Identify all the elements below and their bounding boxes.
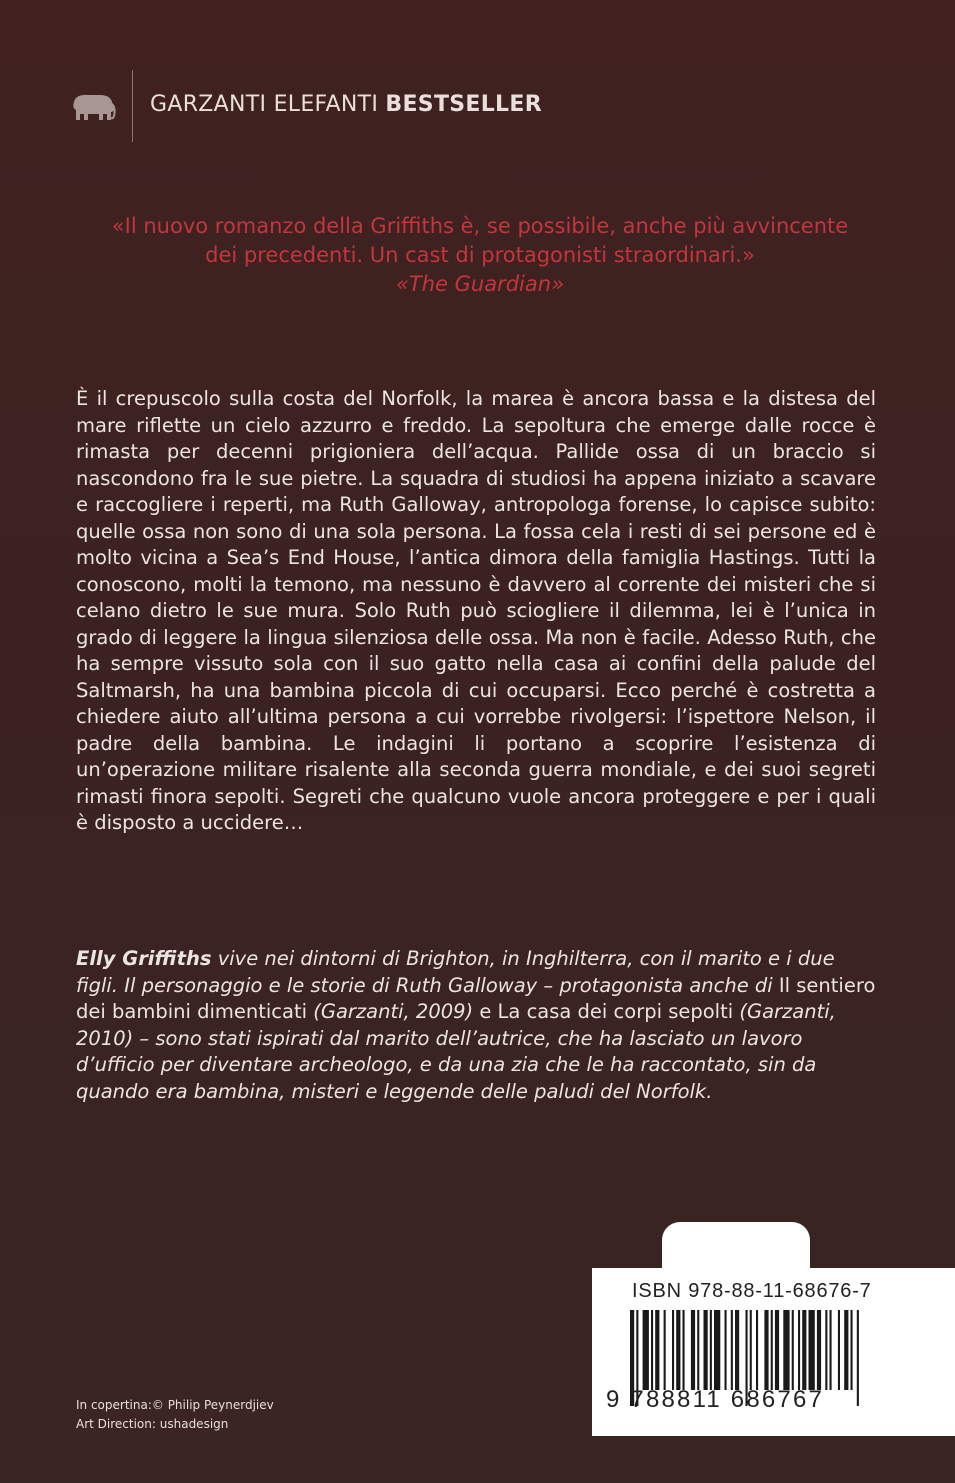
cover-credit-line	[76, 1396, 274, 1415]
barcode-bar	[802, 1310, 806, 1390]
barcode-bar	[655, 1310, 659, 1390]
barcode-bar	[691, 1310, 695, 1390]
author-name: Elly Griffiths	[76, 947, 212, 970]
barcode-bar	[735, 1310, 739, 1390]
bio-part-1: vive nei dintorni di Brighton, in Inghilterra, con il marito e i due figli. Il personaggio e le storie di Ruth Galloway – protagonista anche di	[76, 947, 835, 997]
barcode-bar	[798, 1310, 800, 1390]
bio-part-3: (Garzanti, 2010) – sono stati ispirati dal marito dell’autrice, che ha lasciato un lavoro d’ufficio per diventare archeologo, e da una zia che le ha raccontato, sin da quando era bambina, misteri e leggende delle paludi del Norfolk.	[76, 1000, 836, 1103]
series-name-bold: BESTSELLER	[385, 92, 542, 117]
quote-line-1: «Il nuovo romanzo della Griffiths è, se possibile, anche più avvincente	[111, 214, 849, 238]
author-bio	[76, 946, 876, 1105]
barcode-bar	[756, 1310, 758, 1390]
barcode-bar	[643, 1310, 649, 1390]
barcode-bar	[683, 1310, 685, 1390]
cover-credits	[76, 1396, 274, 1434]
press-quote	[60, 212, 900, 299]
barcode-bar	[825, 1310, 827, 1390]
barcode-bar	[809, 1310, 815, 1390]
quote-source: «The Guardian»	[395, 272, 565, 296]
isbn-label: ISBN 978-88-11-68676-7	[632, 1280, 872, 1302]
cover-credit-value: © Philip Peynerdjiev	[151, 1398, 274, 1412]
ean-digits: 9 788811 686767	[606, 1386, 825, 1413]
barcode-bar	[851, 1310, 853, 1390]
quote-line-2: dei precedenti. Un cast di protagonisti straordinari.»	[205, 243, 755, 267]
barcode-sticker	[592, 1268, 955, 1436]
barcode-bar	[697, 1310, 699, 1390]
barcode-bar	[750, 1310, 752, 1390]
barcode-bar	[714, 1310, 720, 1390]
barcode-bar	[676, 1310, 680, 1390]
barcode-bar	[783, 1310, 789, 1390]
barcode-bar	[792, 1310, 794, 1390]
cover-credit-label: In copertina:	[76, 1398, 152, 1412]
barcode-bar	[704, 1310, 708, 1390]
barcode-bar	[830, 1310, 832, 1390]
barcode-bar	[844, 1310, 848, 1390]
art-direction-label: Art Direction:	[76, 1417, 156, 1431]
barcode-bar	[672, 1310, 674, 1390]
art-direction-value: ushadesign	[159, 1417, 229, 1431]
barcode-bar	[771, 1310, 773, 1390]
barcode-bar	[764, 1310, 768, 1390]
bio-part-2: (Garzanti, 2009)	[307, 1000, 480, 1023]
bio-title-2: La casa dei corpi sepolti	[491, 1000, 740, 1023]
barcode-bar	[664, 1310, 666, 1390]
art-direction-line	[76, 1415, 274, 1434]
barcode-bar	[731, 1310, 733, 1390]
barcode-bar	[710, 1310, 712, 1390]
series-header	[70, 70, 670, 142]
series-name	[150, 92, 542, 117]
barcode-bar	[817, 1310, 821, 1390]
bio-conj: e	[479, 1000, 492, 1023]
barcode-bar	[775, 1310, 779, 1390]
header-divider	[132, 70, 133, 142]
synopsis: È il crepuscolo sulla costa del Norfolk, la marea è ancora bassa e la distesa del mare riflette un cielo azzurro e freddo. La sepoltura che emerge dalle rocce è rimasta per decenni prigioniera dell’acqua. Pallide ossa di un braccio si nascondono fra le sue pietre. La squadra di studiosi ha appena iniziato a scavare e raccogliere i reperti, ma Ruth Galloway, antropologa forense, lo capisce subito: quelle ossa non sono di una sola persona. La fossa cela i resti di sei persone ed è molto vicina a Sea’s End House, l’antica dimora della famiglia Hastings. Tutti la conoscono, molti la temono, ma nessuno è davvero al corrente dei misteri che si celano dietro le sue mura. Solo Ruth può sciogliere il dilemma, lei è l’unica in grado di leggere la lingua silenziosa delle ossa. Ma non è facile. Adesso Ruth, che ha sempre vissuto sola con il suo gatto nella casa ai confini della palude del Saltmarsh, ha una bambina piccola di cui occuparsi. Ecco perché è costretta a chiedere aiuto all’ultima persona a cui vorrebbe rivolgersi: l’ispettore Nelson, il padre della bambina. Le indagini li portano a scoprire l’esistenza di un’operazione militare risalente alla seconda guerra mondiale, e dei suoi segreti rimasti finora sepolti. Segreti che qualcuno vuole ancora proteggere e per i quali è disposto a uccidere…	[76, 387, 876, 834]
barcode-bar	[651, 1310, 653, 1390]
elephant-icon	[70, 92, 116, 122]
bio-title-1: Il sentiero dei bambini dimenticati	[76, 973, 876, 1023]
barcode-bar	[725, 1310, 727, 1390]
barcode-bar	[838, 1310, 840, 1390]
series-name-regular: GARZANTI ELEFANTI	[150, 92, 379, 117]
